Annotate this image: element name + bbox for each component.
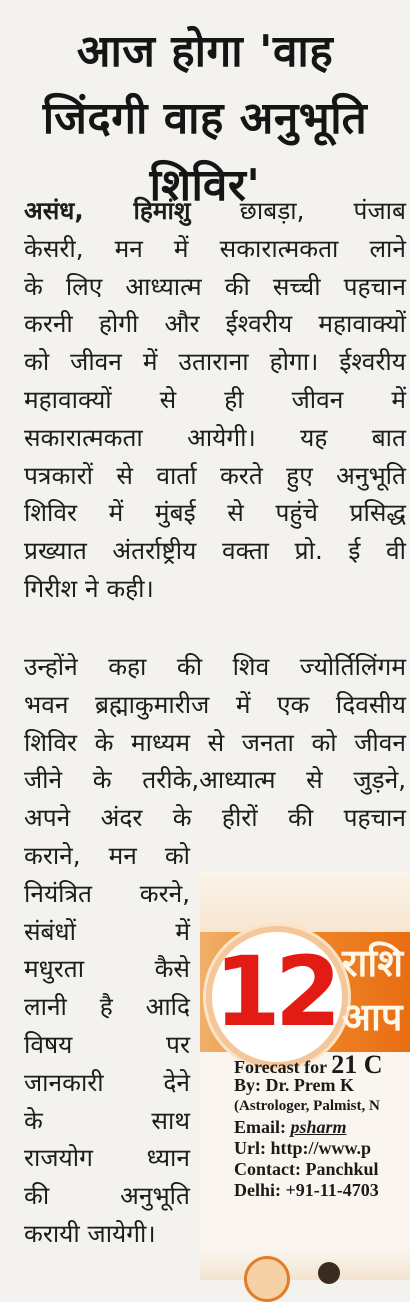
ad-forecast: Forecast for 21 C [234,1050,383,1079]
article-paragraph-1 [24,192,406,608]
ad-forecast-date: 21 C [331,1050,383,1079]
paragraph-line: करनी होगी और ईश्वरीय महावाक्यों [24,309,406,339]
paragraph-line: असंध, हिमांशु छाबड़ा, पंजाब [24,196,406,225]
headline-line-1: आज होगा 'वाह [76,26,334,77]
zodiac-badge-icon [244,1256,290,1302]
ad-contact: Contact: Panchkul [234,1159,379,1179]
paragraph-line: प्रख्यात अंतर्राष्ट्रीय वक्ता प्रो. ई वी [24,536,406,566]
paragraph-line: महावाक्यों से ही जीवन में [24,384,406,414]
dateline: असंध, हिमांशु [24,196,191,225]
ad-credentials: (Astrologer, Palmist, N [234,1098,380,1114]
paragraph-line: शिविर के माध्यम से जनता को जीवन [24,727,406,757]
paragraph-line: पत्रकारों से वार्ता करते हुए अनुभूति [24,460,406,490]
paragraph-line: विषय पर [24,1029,190,1059]
paragraph-line: अपने अंदर के हीरों की पहचान [24,803,406,833]
ad-number: 12 [214,936,336,1048]
ad-email-link: psharm [290,1117,347,1137]
paragraph-line: उन्होंने कहा की शिव ज्योर्तिलिंगम [24,652,406,681]
paragraph-line: की अनुभूति [24,1181,190,1211]
ad-heading-line-1: राशि [342,941,404,985]
ad-bottom-strip [200,1250,410,1280]
paragraph-line: राजयोग ध्यान [24,1143,190,1173]
paragraph-line: कराने, मन को [24,841,190,870]
paragraph-line: को जीवन में उताराना होगा। ईश्वरीय [24,347,406,377]
article-paragraph-2-continued [24,837,190,1253]
horoscope-advertisement [200,872,410,1280]
ad-url: Url: http://www.p [234,1138,372,1158]
ad-email: Email: psharm [234,1117,347,1137]
ad-heading [342,936,403,1044]
article-paragraph-2 [24,648,406,837]
ad-phone: Delhi: +91-11-4703 [234,1180,379,1200]
paragraph-line: जीने के तरीके,आध्यात्म से जुड़ने, [24,765,406,795]
ad-contact-block [234,1050,410,1201]
paragraph-line: केसरी, मन में सकारात्मकता लाने [24,233,406,263]
paragraph-line: गिरीश ने कही। [24,573,154,603]
ad-author: By: Dr. Prem K [234,1075,354,1095]
paragraph-line: संबंधों में [24,916,190,946]
paragraph-line: मधुरता कैसे [24,954,190,984]
paragraph-line: सकारात्मकता आयेगी। यह बात [24,422,406,452]
headline-line-3: शिविर' [149,160,261,211]
paragraph-line: के साथ [24,1105,190,1135]
paragraph-line: करायी जायेगी। [24,1218,156,1248]
ad-heading-line-2: आप [342,995,403,1039]
headline-line-2: जिंदगी वाह अनुभूति [42,93,368,144]
paragraph-line: शिविर में मुंबई से पहुंचे प्रसिद्ध [24,498,406,528]
paragraph-line: जानकारी देने [24,1067,190,1097]
paragraph-line: भवन ब्रह्माकुमारीज में एक दिवसीय [24,689,406,719]
article-headline [0,18,410,219]
paragraph-line: के लिए आध्यात्म की सच्ची पहचान [24,271,406,301]
ad-top-strip [200,872,410,932]
paragraph-line: नियंत्रित करने, [24,878,190,908]
zodiac-symbol-icon [318,1262,340,1284]
paragraph-line: लानी है आदि [24,992,190,1022]
